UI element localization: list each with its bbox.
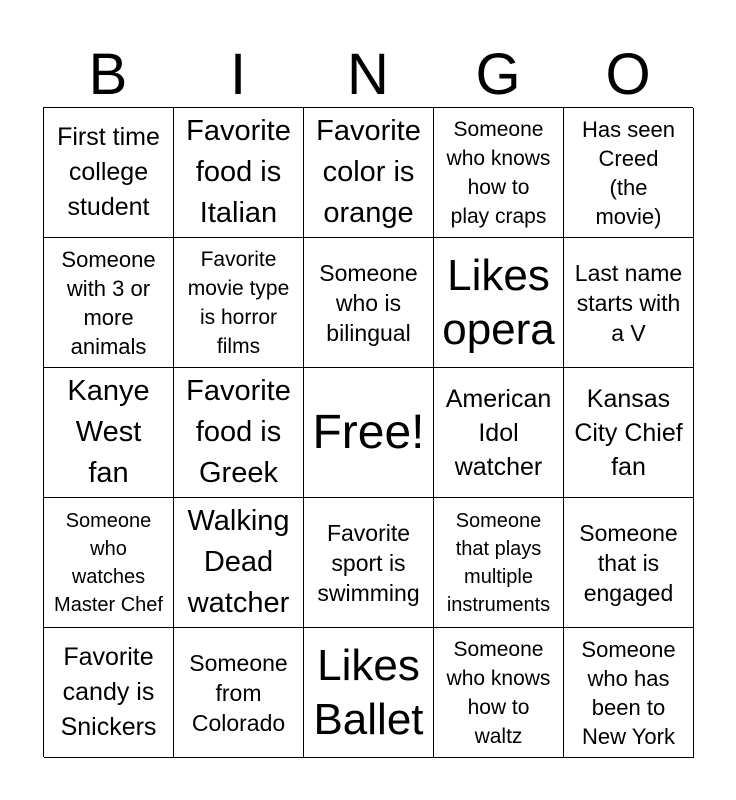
- cell-text: First time college student: [57, 123, 160, 221]
- bingo-cell[interactable]: [564, 498, 694, 628]
- bingo-cell[interactable]: [174, 628, 304, 758]
- cell-text: Someone from Colorado: [189, 649, 288, 736]
- bingo-cell[interactable]: [174, 108, 304, 238]
- cell-text: Someone that is engaged: [579, 519, 678, 606]
- bingo-cell[interactable]: [564, 628, 694, 758]
- cell-text: American Idol watcher: [445, 384, 552, 481]
- bingo-cell[interactable]: [564, 368, 694, 498]
- bingo-cell[interactable]: [304, 238, 434, 368]
- cell-text: Has seen Creed (the movie): [582, 116, 675, 229]
- bingo-cell[interactable]: [44, 368, 174, 498]
- cell-text: Favorite sport is swimming: [317, 519, 420, 606]
- bingo-cell[interactable]: [304, 498, 434, 628]
- cell-text: Favorite movie type is horror films: [187, 247, 290, 358]
- bingo-cell[interactable]: [564, 108, 694, 238]
- header-letter-g: G: [475, 42, 521, 107]
- bingo-cell[interactable]: [44, 498, 174, 628]
- cell-text: Kanye West fan: [67, 375, 150, 489]
- bingo-cell[interactable]: [304, 628, 434, 758]
- bingo-cell[interactable]: [174, 238, 304, 368]
- cell-text: Free!: [312, 405, 425, 459]
- cell-text: Favorite candy is Snickers: [60, 643, 157, 741]
- cell-text: Someone with 3 or more animals: [61, 246, 156, 359]
- bingo-cell[interactable]: [44, 238, 174, 368]
- cell-text: Last name starts with a V: [574, 259, 683, 346]
- bingo-cell[interactable]: [44, 628, 174, 758]
- bingo-cell[interactable]: [434, 238, 564, 368]
- bingo-cell[interactable]: [434, 498, 564, 628]
- bingo-grid: [43, 107, 693, 757]
- cell-text: Someone that plays multiple instruments: [446, 509, 551, 616]
- bingo-cell[interactable]: [174, 368, 304, 498]
- bingo-header: [43, 42, 693, 108]
- bingo-cell[interactable]: [564, 238, 694, 368]
- bingo-cell[interactable]: [434, 108, 564, 238]
- cell-text: Likes Ballet: [313, 640, 424, 744]
- cell-text: Kansas City Chief fan: [574, 384, 683, 481]
- header-letter-i: I: [229, 42, 247, 107]
- cell-text: Someone who is bilingual: [319, 259, 418, 346]
- bingo-cell[interactable]: [434, 368, 564, 498]
- cell-text: Walking Dead watcher: [187, 505, 290, 619]
- bingo-cell[interactable]: [304, 108, 434, 238]
- bingo-free-space[interactable]: [304, 368, 434, 498]
- cell-text: Likes opera: [442, 250, 555, 354]
- cell-text: Someone who knows how to waltz: [446, 637, 551, 748]
- bingo-cell[interactable]: [44, 108, 174, 238]
- bingo-cell[interactable]: [174, 498, 304, 628]
- cell-text: Someone who knows how to play craps: [446, 117, 551, 228]
- bingo-cell[interactable]: [434, 628, 564, 758]
- cell-text: Favorite food is Italian: [186, 115, 291, 229]
- cell-text: Favorite color is orange: [316, 115, 421, 229]
- cell-text: Someone who watches Master Chef: [54, 509, 163, 616]
- header-letter-n: N: [347, 42, 389, 107]
- header-letter-b: B: [88, 42, 128, 107]
- header-letter-o: O: [605, 42, 651, 107]
- cell-text: Someone who has been to New York: [581, 636, 676, 749]
- cell-text: Favorite food is Greek: [186, 375, 291, 489]
